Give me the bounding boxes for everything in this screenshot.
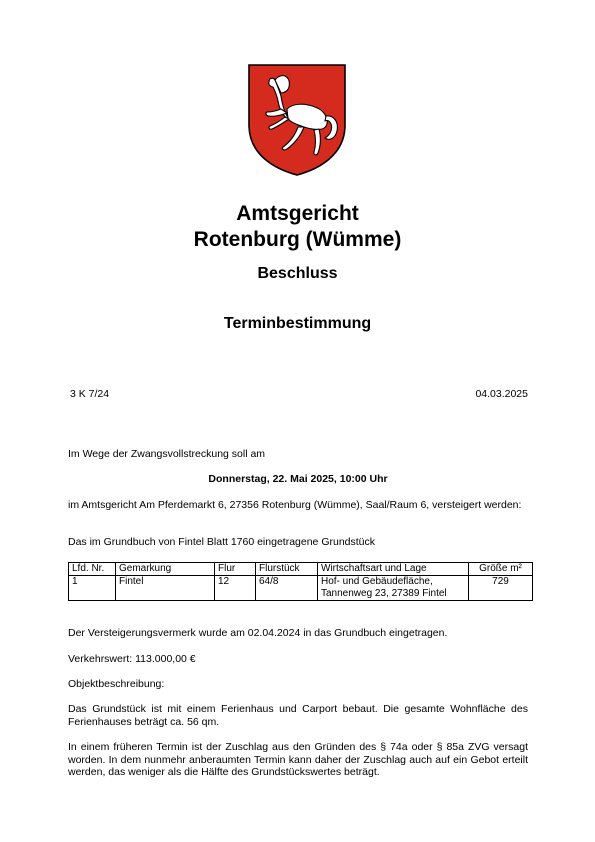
case-number: 3 K 7/24: [70, 388, 110, 400]
auction-date: Donnerstag, 22. Mai 2025, 10:00 Uhr: [208, 473, 388, 485]
court-name: Amtsgericht: [236, 202, 359, 225]
col-wirtschaftsart: Wirtschaftsart und Lage: [318, 563, 469, 576]
cell-flurstueck: 64/8: [256, 576, 318, 601]
bid-note: In einem früheren Termin ist der Zuschlag aus den Gründen des § 74a oder § 85a ZVG versagt worden. In dem nunmehr anberaumten Termin kann daher der Zuschlag auch auf ein Gebot erteilt werden, das weniger als die Hälfte des Grundstückswertes beträgt.: [68, 741, 528, 779]
auction-location: im Amtsgericht Am Pferdemarkt 6, 27356 Rotenburg (Wümme), Saal/Raum 6, versteigert werden:: [68, 499, 522, 511]
property-table: [68, 562, 533, 601]
cell-lage-line1: Hof- und Gebäudefläche,: [321, 576, 433, 587]
cell-groesse: 729: [469, 576, 533, 601]
col-flurstueck: Flurstück: [256, 563, 318, 576]
document-date: 04.03.2025: [475, 388, 528, 400]
col-lfd-nr: Lfd. Nr.: [69, 563, 116, 576]
cell-flur: 12: [215, 576, 256, 601]
col-groesse: Größe m²: [469, 563, 533, 576]
heading-beschluss: Beschluss: [257, 265, 338, 282]
object-description: Das Grundstück ist mit einem Ferienhaus und Carport bebaut. Die gesamte Wohnfläche des Ferienhauses beträgt ca. 56 qm.: [68, 703, 528, 728]
court-location: Rotenburg (Wümme): [193, 228, 402, 251]
table-row: [69, 576, 533, 601]
object-description-label: Objektbeschreibung:: [68, 678, 165, 690]
market-value: Verkehrswert: 113.000,00 €: [68, 653, 196, 665]
coat-of-arms-icon: [247, 63, 347, 177]
col-gemarkung: Gemarkung: [116, 563, 215, 576]
cell-wirtschaftsart: [318, 576, 469, 601]
intro-text: Im Wege der Zwangsvollstreckung soll am: [68, 448, 266, 460]
registration-note: Der Versteigerungsvermerk wurde am 02.04.2024 in das Grundbuch eingetragen.: [68, 627, 448, 639]
land-register-text: Das im Grundbuch von Fintel Blatt 1760 eingetragene Grundstück: [68, 536, 376, 548]
cell-lage-line2: Tannenweg 23, 27389 Fintel: [321, 588, 447, 599]
col-flur: Flur: [215, 563, 256, 576]
table-header-row: [69, 563, 533, 576]
cell-gemarkung: Fintel: [116, 576, 215, 601]
heading-terminbestimmung: Terminbestimmung: [223, 315, 372, 332]
cell-lfd-nr: 1: [69, 576, 116, 601]
